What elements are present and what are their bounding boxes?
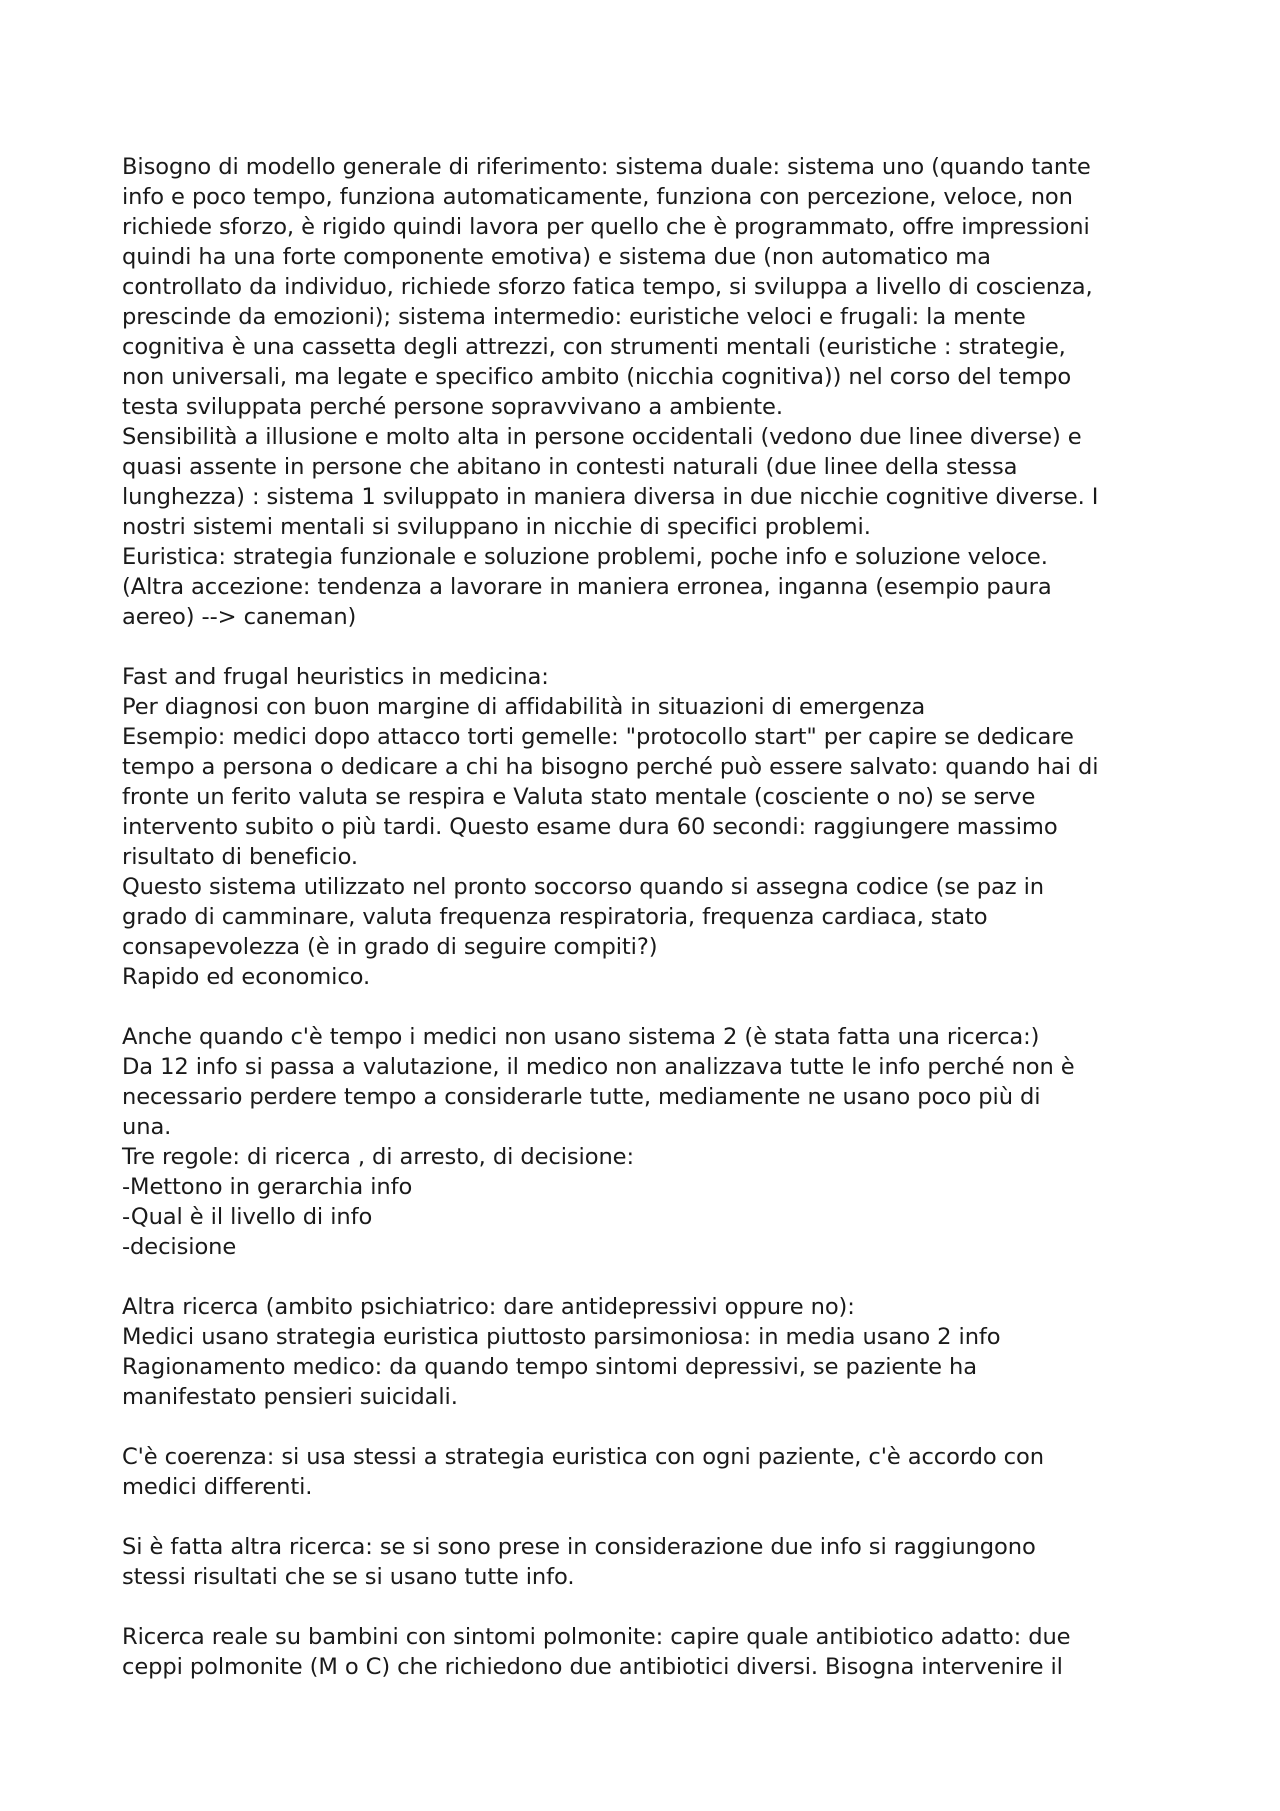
- text-line: grado di camminare, valuta frequenza respiratoria, frequenza cardiaca, stato: [122, 904, 988, 930]
- text-line: [122, 992, 1182, 1022]
- text-line: Ragionamento medico: da quando tempo sintomi depressivi, se paziente ha: [122, 1354, 978, 1380]
- text-line: Altra ricerca (ambito psichiatrico: dare antidepressivi oppure no):: [122, 1294, 855, 1320]
- text-line: una.: [122, 1114, 172, 1140]
- text-line: richiede sforzo, è rigido quindi lavora per quello che è programmato, offre impressioni: [122, 214, 1090, 240]
- text-line: ceppi polmonite (M o C) che richiedono due antibiotici diversi. Bisogna intervenire il: [122, 1654, 1063, 1680]
- text-line: info e poco tempo, funziona automaticamente, funziona con percezione, veloce, non: [122, 184, 1073, 210]
- text-line: prescinde da emozioni); sistema intermedio: euristiche veloci e frugali: la mente: [122, 304, 1026, 330]
- text-line: stessi risultati che se si usano tutte info.: [122, 1564, 575, 1590]
- text-line: C'è coerenza: si usa stessi a strategia euristica con ogni paziente, c'è accordo con: [122, 1444, 1044, 1470]
- text-line: [122, 1262, 1182, 1292]
- text-line: aereo) --> caneman): [122, 604, 357, 630]
- text-line: fronte un ferito valuta se respira e Valuta stato mentale (cosciente o no) se serve: [122, 784, 1036, 810]
- text-line: manifestato pensieri suicidali.: [122, 1384, 458, 1410]
- text-line: testa sviluppata perché persone sopravvivano a ambiente.: [122, 394, 783, 420]
- document-body: [122, 152, 1182, 1682]
- text-line: -Mettono in gerarchia info: [122, 1174, 413, 1200]
- text-line: Bisogno di modello generale di riferimento: sistema duale: sistema uno (quando tante: [122, 154, 1091, 180]
- text-line: tempo a persona o dedicare a chi ha bisogno perché può essere salvato: quando hai di: [122, 754, 1099, 780]
- text-line: quasi assente in persone che abitano in contesti naturali (due linee della stessa: [122, 454, 1018, 480]
- text-line: -decisione: [122, 1234, 237, 1260]
- text-line: Questo sistema utilizzato nel pronto soccorso quando si assegna codice (se paz in: [122, 874, 1044, 900]
- text-line: quindi ha una forte componente emotiva) e sistema due (non automatico ma: [122, 244, 991, 270]
- text-line: [122, 1502, 1182, 1532]
- text-line: consapevolezza (è in grado di seguire compiti?): [122, 934, 658, 960]
- text-line: [122, 1592, 1182, 1622]
- text-line: controllato da individuo, richiede sforzo fatica tempo, si sviluppa a livello di coscienza,: [122, 274, 1093, 300]
- text-line: Tre regole: di ricerca , di arresto, di decisione:: [122, 1144, 634, 1170]
- text-line: intervento subito o più tardi. Questo esame dura 60 secondi: raggiungere massimo: [122, 814, 1058, 840]
- text-line: medici differenti.: [122, 1474, 313, 1500]
- text-line: [122, 632, 1182, 662]
- text-line: Da 12 info si passa a valutazione, il medico non analizzava tutte le info perché non è: [122, 1054, 1075, 1080]
- text-line: risultato di beneficio.: [122, 844, 359, 870]
- text-line: -Qual è il livello di info: [122, 1204, 373, 1230]
- text-line: cognitiva è una cassetta degli attrezzi, con strumenti mentali (euristiche : strategie,: [122, 334, 1066, 360]
- text-line: non universali, ma legate e specifico ambito (nicchia cognitiva)) nel corso del tempo: [122, 364, 1072, 390]
- text-line: Sensibilità a illusione e molto alta in persone occidentali (vedono due linee diverse) e: [122, 424, 1082, 450]
- text-line: lunghezza) : sistema 1 sviluppato in maniera diversa in due nicchie cognitive diverse. I: [122, 484, 1099, 510]
- text-line: Medici usano strategia euristica piuttosto parsimoniosa: in media usano 2 info: [122, 1324, 1001, 1350]
- text-line: nostri sistemi mentali si sviluppano in nicchie di specifici problemi.: [122, 514, 871, 540]
- text-line: Euristica: strategia funzionale e soluzione problemi, poche info e soluzione veloce.: [122, 544, 1048, 570]
- text-line: Per diagnosi con buon margine di affidabilità in situazioni di emergenza: [122, 694, 926, 720]
- text-line: Anche quando c'è tempo i medici non usano sistema 2 (è stata fatta una ricerca:): [122, 1024, 1040, 1050]
- text-line: Ricerca reale su bambini con sintomi polmonite: capire quale antibiotico adatto: due: [122, 1624, 1071, 1650]
- text-line: Fast and frugal heuristics in medicina:: [122, 664, 549, 690]
- text-line: Esempio: medici dopo attacco torti gemelle: "protocollo start" per capire se dedicare: [122, 724, 1074, 750]
- text-line: [122, 1412, 1182, 1442]
- text-line: Rapido ed economico.: [122, 964, 371, 990]
- text-line: Si è fatta altra ricerca: se si sono prese in considerazione due info si raggiungono: [122, 1534, 1036, 1560]
- text-line: (Altra accezione: tendenza a lavorare in maniera erronea, inganna (esempio paura: [122, 574, 1052, 600]
- text-line: necessario perdere tempo a considerarle tutte, mediamente ne usano poco più di: [122, 1084, 1041, 1110]
